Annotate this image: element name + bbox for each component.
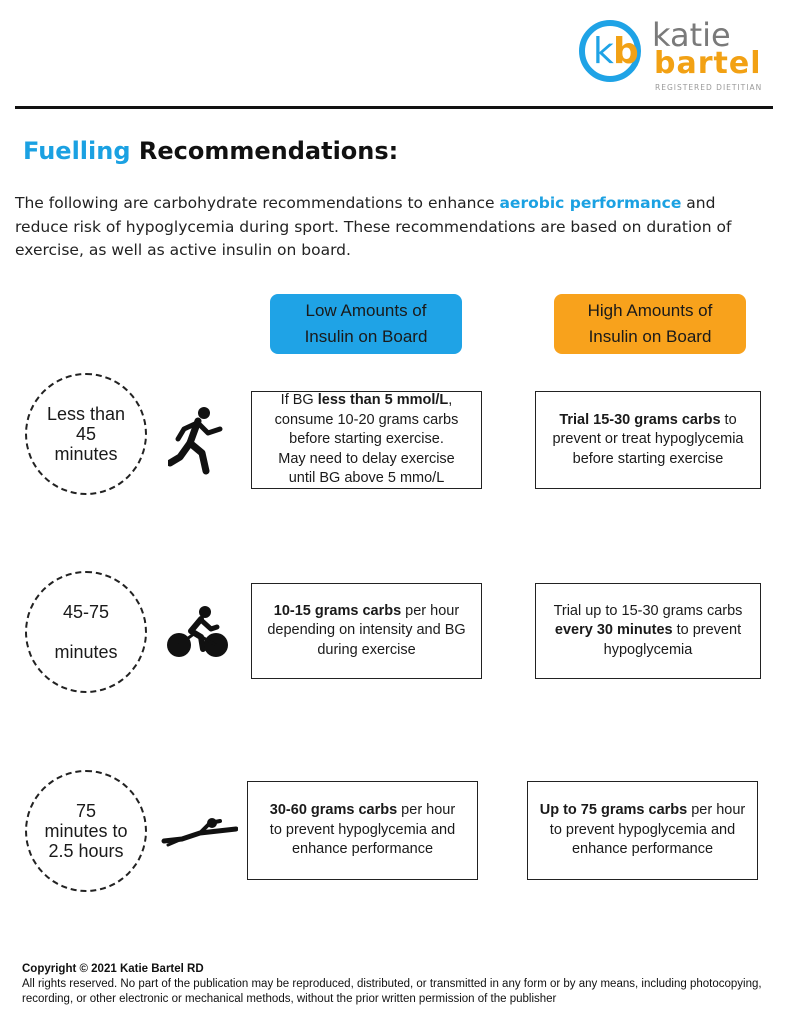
rec-text: enhance performance	[291, 841, 434, 858]
logo-name-first: katie	[652, 16, 731, 54]
rec-text: prevent or treat hypoglycemia	[552, 431, 744, 448]
duration-line: minutes	[54, 642, 118, 662]
rec-text: to prevent hypoglycemia and	[269, 821, 456, 838]
logo-mark	[579, 20, 641, 82]
page-title	[23, 137, 398, 165]
recommendation-row3-low	[247, 781, 478, 880]
rec-text: before starting exercise.	[289, 431, 444, 448]
duration-45-75	[25, 571, 147, 693]
rec-text: If BG	[280, 392, 318, 409]
rec-bold: less than 5 mmol/L	[317, 392, 449, 409]
column-high-line1: High Amounts of	[587, 301, 713, 320]
rec-text: depending on intensity and BG	[267, 622, 466, 639]
rec-text: Trial up to 15-30 grams carbs	[553, 602, 743, 619]
rec-bold: 10-15 grams carbs	[273, 602, 402, 619]
rec-text: during exercise	[317, 641, 416, 658]
running-icon	[168, 405, 224, 480]
recommendation-row2-low	[251, 583, 482, 679]
title-rest: Recommendations:	[130, 137, 399, 165]
rec-bold: Up to 75 grams carbs	[539, 802, 688, 819]
recommendation-row1-high	[535, 391, 761, 489]
duration-less-than-45	[25, 373, 147, 495]
logo-name-last: bartel	[654, 46, 762, 81]
column-header-high-insulin	[554, 294, 746, 354]
intro-highlight: aerobic performance	[499, 194, 682, 212]
swimming-icon	[160, 815, 238, 854]
duration-line: minutes to	[44, 821, 128, 841]
duration-line: 45	[75, 424, 97, 444]
rec-text: hypoglycemia	[603, 641, 693, 658]
recommendation-row3-high	[527, 781, 758, 880]
intro-paragraph	[15, 192, 760, 263]
rec-bold: every 30 minutes	[554, 622, 673, 639]
intro-after: and reduce risk of hypoglycemia during sport. These recommendations are based on duration of exercise, as well as active insulin on board.	[15, 194, 732, 259]
logo-subtitle: REGISTERED DIETITIAN	[655, 83, 763, 92]
rec-text: to prevent	[672, 622, 742, 639]
footer-copyright	[22, 962, 782, 1007]
rights-notice: All rights reserved. No part of the publication may be reproduced, distributed, or transmitted in any form or by any means, including photocopying, recording, or other electronic or mechanical methods, without the prior written permission of the publisher	[22, 978, 762, 1005]
rec-text: per hour	[687, 802, 746, 819]
recommendation-row2-high	[535, 583, 761, 679]
rec-text: per hour	[401, 602, 460, 619]
recommendation-row1-low	[251, 391, 482, 489]
rec-text: per hour	[397, 802, 456, 819]
duration-line: 2.5 hours	[48, 841, 124, 861]
rec-text: enhance performance	[571, 841, 714, 858]
rec-text: ,	[448, 392, 453, 409]
duration-line: minutes	[54, 444, 118, 464]
rec-text: May need to delay exercise	[278, 450, 455, 467]
logo-letter-k: k	[593, 31, 614, 72]
duration-line: 75	[75, 801, 96, 821]
rec-text: to	[720, 411, 737, 428]
duration-line: 45-75	[62, 602, 110, 622]
rec-text: to prevent hypoglycemia and	[549, 821, 736, 838]
column-low-line2: Insulin on Board	[304, 327, 428, 346]
duration-75-to-2-5-hours	[25, 770, 147, 892]
rec-text: before starting exercise	[572, 450, 724, 467]
intro-before: The following are carbohydrate recommendations to enhance	[15, 194, 500, 212]
cycling-icon	[165, 605, 231, 666]
title-accent: Fuelling	[23, 137, 131, 165]
column-high-line2: Insulin on Board	[588, 327, 712, 346]
rec-text: until BG above 5 mmo/L	[288, 470, 445, 487]
duration-line: Less than	[46, 404, 126, 424]
copyright-line: Copyright © 2021 Katie Bartel RD	[22, 963, 204, 975]
column-low-line1: Low Amounts of	[305, 301, 427, 320]
header-divider	[15, 106, 773, 109]
column-header-low-insulin	[270, 294, 462, 354]
rec-bold: 30-60 grams carbs	[269, 802, 398, 819]
logo-letter-b: b	[613, 31, 639, 72]
rec-bold: Trial 15-30 grams carbs	[559, 411, 721, 428]
rec-text: consume 10-20 grams carbs	[274, 411, 459, 428]
